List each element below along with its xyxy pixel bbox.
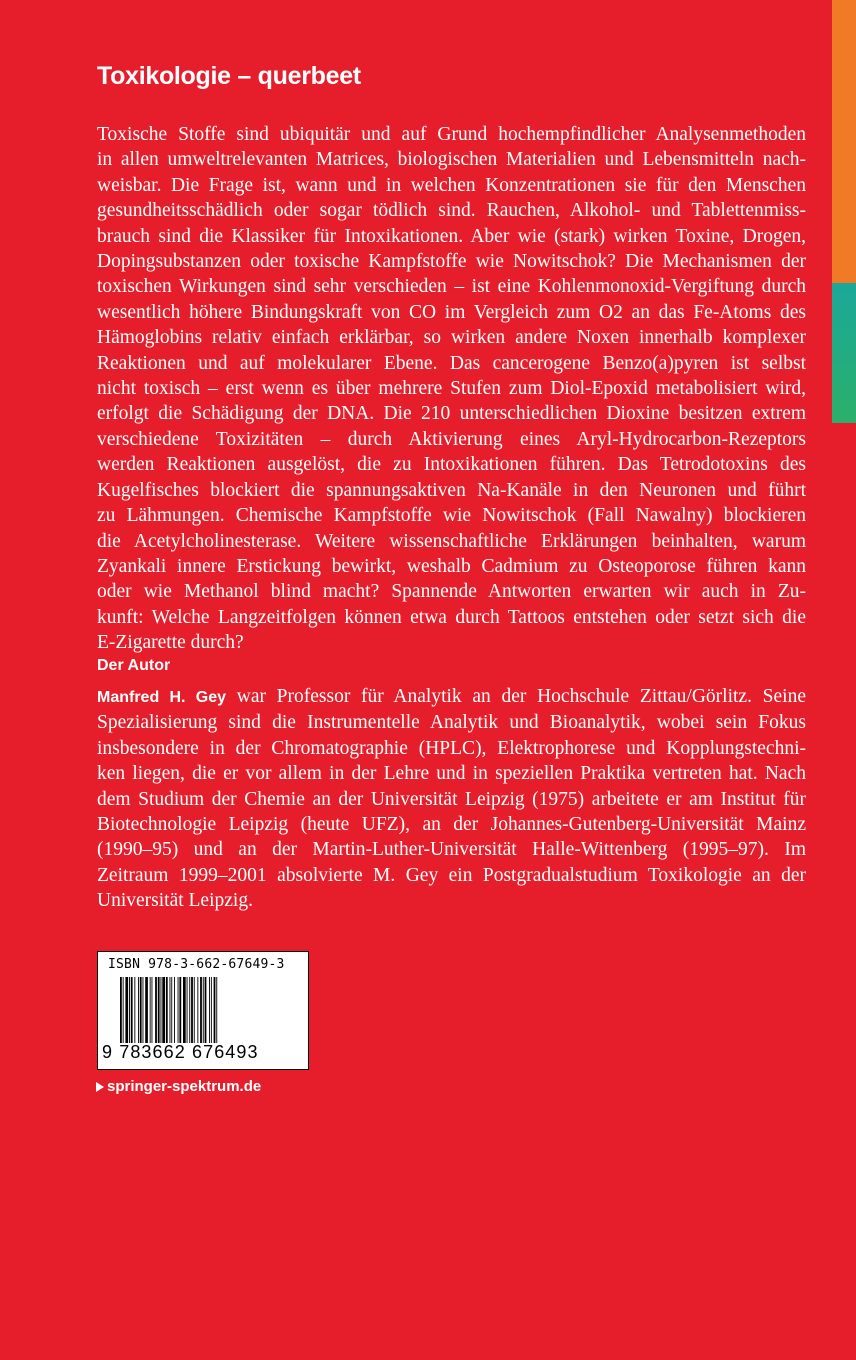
description-line: Toxische Stoffe sind ubiquitär und auf Grund hochempfindlicher Analysenmethoden bbox=[97, 124, 806, 145]
author-bio-line: Universität Leipzig. bbox=[97, 890, 253, 912]
barcode-bar bbox=[194, 977, 195, 1043]
barcode-bar bbox=[171, 977, 172, 1043]
barcode-bar bbox=[189, 977, 190, 1043]
barcode-bar bbox=[131, 977, 133, 1043]
description-line: Kugelfisches blockiert die spannungsaktiven Na-Kanäle in den Neuronen und führt bbox=[97, 479, 806, 501]
barcode-bar bbox=[200, 977, 202, 1043]
barcode-bar bbox=[170, 977, 171, 1043]
description-line: Zyankali innere Erstickung bewirkt, weshalb Cadmium zu Osteoporose führen kann bbox=[97, 555, 806, 577]
barcode-bar bbox=[187, 977, 188, 1043]
book-title: Toxikologie – querbeet bbox=[97, 62, 361, 90]
barcode-bar bbox=[203, 977, 204, 1043]
description-line: erfolgt die Schädigung der DNA. Die 210 unterschiedlichen Dioxine besitzen extrem bbox=[97, 403, 806, 425]
author-bio-line: Zeitraum 1999–2001 absolvierte M. Gey ein Postgradualstudium Toxikologie an der bbox=[97, 864, 806, 886]
book-description bbox=[97, 122, 806, 656]
barcode-bar bbox=[183, 977, 186, 1043]
barcode-bar bbox=[123, 977, 124, 1043]
description-line: wesentlich höhere Bindungskraft von CO im Vergleich zum O2 an das Fe-Atoms des bbox=[97, 301, 806, 323]
description-line: kunft: Welche Langzeitfolgen können etwa durch Tattoos entstehen oder setzt sich die bbox=[97, 606, 806, 628]
author-bio-first-line bbox=[97, 684, 806, 710]
arrow-right-icon bbox=[96, 1082, 104, 1092]
description-line: toxischen Wirkungen sind sehr verschieden – ist eine Kohlenmonoxid-Vergiftung durch bbox=[97, 276, 806, 298]
author-heading: Der Autor bbox=[97, 657, 171, 674]
author-bio-line: (1990–95) und an der Martin-Luther-Universität Halle-Wittenberg (1995–97). Im bbox=[97, 839, 806, 861]
barcode-bars bbox=[120, 977, 300, 1043]
description-line: verschiedene Toxizitäten – durch Aktivierung eines Aryl-Hydrocarbon-Rezeptors bbox=[97, 428, 806, 450]
author-bio-line: insbesondere in der Chromatographie (HPLC), Elektrophorese und Kopplungstechni- bbox=[97, 737, 806, 759]
edge-green-segment bbox=[832, 283, 856, 423]
description-line: gesundheitsschädlich oder sogar tödlich sind. Rauchen, Alkohol- und Tablettenmiss- bbox=[97, 200, 806, 222]
description-line: weisbar. Die Frage ist, wann und in welchen Konzentrationen sie für den Menschen bbox=[97, 174, 806, 196]
description-line: in allen umweltrelevanten Matrices, biologischen Materialien und Lebensmitteln nach- bbox=[97, 149, 806, 171]
author-bio-line: dem Studium der Chemie an der Universität Leipzig (1975) arbeitete er am Institut für bbox=[97, 788, 806, 810]
barcode-bar bbox=[205, 977, 207, 1043]
barcode-bar bbox=[209, 977, 210, 1043]
barcode-bar bbox=[125, 977, 128, 1043]
description-line: Reaktionen und auf molekularer Ebene. Das cancerogene Benzo(a)pyren ist selbst bbox=[97, 352, 806, 374]
barcode-bar bbox=[214, 977, 216, 1043]
description-line: Dopingsubstanzen oder toxische Kampfstoffe wie Nowitschok? Die Mechanismen der bbox=[97, 251, 806, 273]
publisher-url[interactable] bbox=[96, 1078, 261, 1095]
edge-orange-segment bbox=[832, 0, 856, 283]
barcode-bar bbox=[129, 977, 130, 1043]
isbn-barcode bbox=[97, 951, 309, 1070]
description-line: E-Zigarette durch? bbox=[97, 632, 244, 654]
description-line: brauch sind die Klassiker für Intoxikationen. Aber wie (stark) wirken Toxine, Drogen, bbox=[97, 225, 806, 247]
barcode-bar bbox=[155, 977, 157, 1043]
author-bio bbox=[97, 684, 806, 914]
publisher-url-text[interactable]: springer-spektrum.de bbox=[107, 1078, 262, 1095]
isbn-label: ISBN 978-3-662-67649-3 bbox=[108, 957, 285, 972]
description-line: zu Lähmungen. Chemische Kampfstoffe wie Nowitschok (Fall Nawalny) blockieren bbox=[97, 505, 806, 527]
description-line: oder wie Methanol blind macht? Spannende Antworten erwarten wir auch in Zu- bbox=[97, 581, 806, 603]
barcode-bar bbox=[197, 977, 198, 1043]
barcode-bar bbox=[140, 977, 142, 1043]
barcode-digits: 9 783662 676493 bbox=[102, 1042, 259, 1062]
description-line: nicht toxisch – erst wenn es über mehrere Stufen zum Diol-Epoxid metabolisiert wird, bbox=[97, 378, 806, 400]
barcode-bar bbox=[178, 977, 179, 1043]
barcode-bar bbox=[162, 977, 165, 1043]
barcode-bar bbox=[166, 977, 168, 1043]
barcode-bar bbox=[134, 977, 135, 1043]
barcode-bar bbox=[211, 977, 212, 1043]
barcode-bar bbox=[138, 977, 139, 1043]
barcode-bar bbox=[145, 977, 148, 1043]
author-bio-first-line-rest: war Professor für Analytik an der Hochschule Zittau/Görlitz. Seine bbox=[226, 686, 806, 707]
barcode-bar bbox=[179, 977, 181, 1043]
edge-color-bar bbox=[832, 0, 856, 423]
barcode-bar bbox=[191, 977, 193, 1043]
barcode-bar bbox=[150, 977, 151, 1043]
author-name: Manfred H. Gey bbox=[97, 689, 227, 706]
barcode-bar bbox=[152, 977, 153, 1043]
barcode-bar bbox=[216, 977, 217, 1043]
author-bio-line: Spezialisierung sind die Instrumentelle Analytik und Bioanalytik, wobei sein Fokus bbox=[97, 712, 806, 734]
barcode-bar bbox=[161, 977, 162, 1043]
barcode-bar bbox=[143, 977, 144, 1043]
barcode-bar bbox=[120, 977, 122, 1043]
author-bio-line: ken liegen, die er vor allem in der Lehre und in speziellen Praktika vertreten hat. Nach bbox=[97, 763, 806, 785]
description-line: die Acetylcholinesterase. Weitere wissenschaftliche Erklärungen beinhalten, warum bbox=[97, 530, 806, 552]
barcode-bar bbox=[174, 977, 175, 1043]
author-bio-line: Biotechnologie Leipzig (heute UFZ), an der Johannes-Gutenberg-Universität Mainz bbox=[97, 814, 806, 836]
description-line: werden Reaktionen ausgelöst, die zu Intoxikationen führen. Das Tetrodotoxins des bbox=[97, 454, 806, 476]
description-line: Hämoglobins relativ einfach erklärbar, so wirken andere Noxen innerhalb komplexer bbox=[97, 327, 806, 349]
barcode-bar bbox=[158, 977, 160, 1043]
